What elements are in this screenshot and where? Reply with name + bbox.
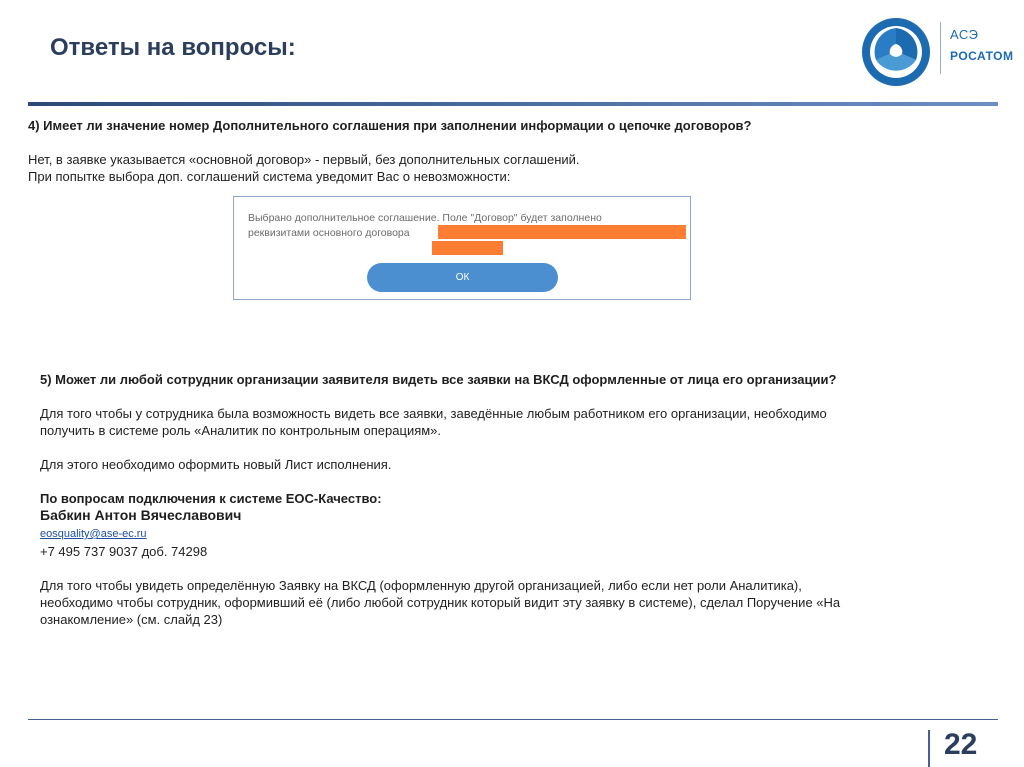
page-number-divider <box>928 730 930 767</box>
dialog-message-line2: реквизитами основного договора <box>248 227 410 239</box>
footer-divider <box>28 719 998 720</box>
page-number: 22 <box>944 728 978 761</box>
warning-dialog <box>233 196 691 300</box>
q5-note-line3: ознакомление» (см. слайд 23) <box>40 612 223 627</box>
redaction-block <box>438 225 686 239</box>
contact-phone: +7 495 737 9037 доб. 74298 <box>40 544 208 559</box>
q5-question: 5) Может ли любой сотрудник организации заявителя видеть все заявки на ВКСД оформленные от лица его организации? <box>40 372 837 387</box>
q5-answer-line2: получить в системе роль «Аналитик по контрольным операциям». <box>40 423 442 438</box>
q4-answer <box>28 151 580 185</box>
logo-text-ase: АСЭ <box>950 27 979 42</box>
contact-heading: По вопросам подключения к системе ЕОС-Качество: <box>40 491 382 506</box>
q5-answer-line1: Для того чтобы у сотрудника была возможность видеть все заявки, заведённые любым работником его организации, необходимо <box>40 406 827 421</box>
q5-section <box>40 371 970 628</box>
header-divider <box>28 102 998 106</box>
logo-divider <box>940 22 941 74</box>
q4-question: 4) Имеет ли значение номер Дополнительного соглашения при заполнении информации о цепочке договоров? <box>28 118 752 133</box>
dialog-message-line1: Выбрано дополнительное соглашение. Поле "Договор" будет заполнено <box>248 212 602 224</box>
contact-email-link[interactable]: eosquality@ase-ec.ru <box>40 528 147 540</box>
q5-note-line1: Для того чтобы увидеть определённую Заявку на ВКСД (оформленную другой организацией, либо если нет роли Аналитика), <box>40 578 802 593</box>
page-title: Ответы на вопросы: <box>50 34 296 61</box>
q4-answer-line2: При попытке выбора доп. соглашений система уведомит Вас о невозможности: <box>28 169 511 184</box>
q4-answer-line1: Нет, в заявке указывается «основной договор» - первый, без дополнительных соглашений. <box>28 152 580 167</box>
redaction-block <box>432 241 503 255</box>
contact-name: Бабкин Антон Вячеславович <box>40 507 242 523</box>
logo-text-rosatom: РОСАТОМ <box>950 49 1014 63</box>
q5-note-line2: необходимо чтобы сотрудник, оформивший её (либо любой сотрудник который видит эту заявку в системе), сделал Поручение «На <box>40 595 841 610</box>
ok-button[interactable]: ОК <box>367 263 558 292</box>
q5-answer-line3: Для этого необходимо оформить новый Лист исполнения. <box>40 457 392 472</box>
